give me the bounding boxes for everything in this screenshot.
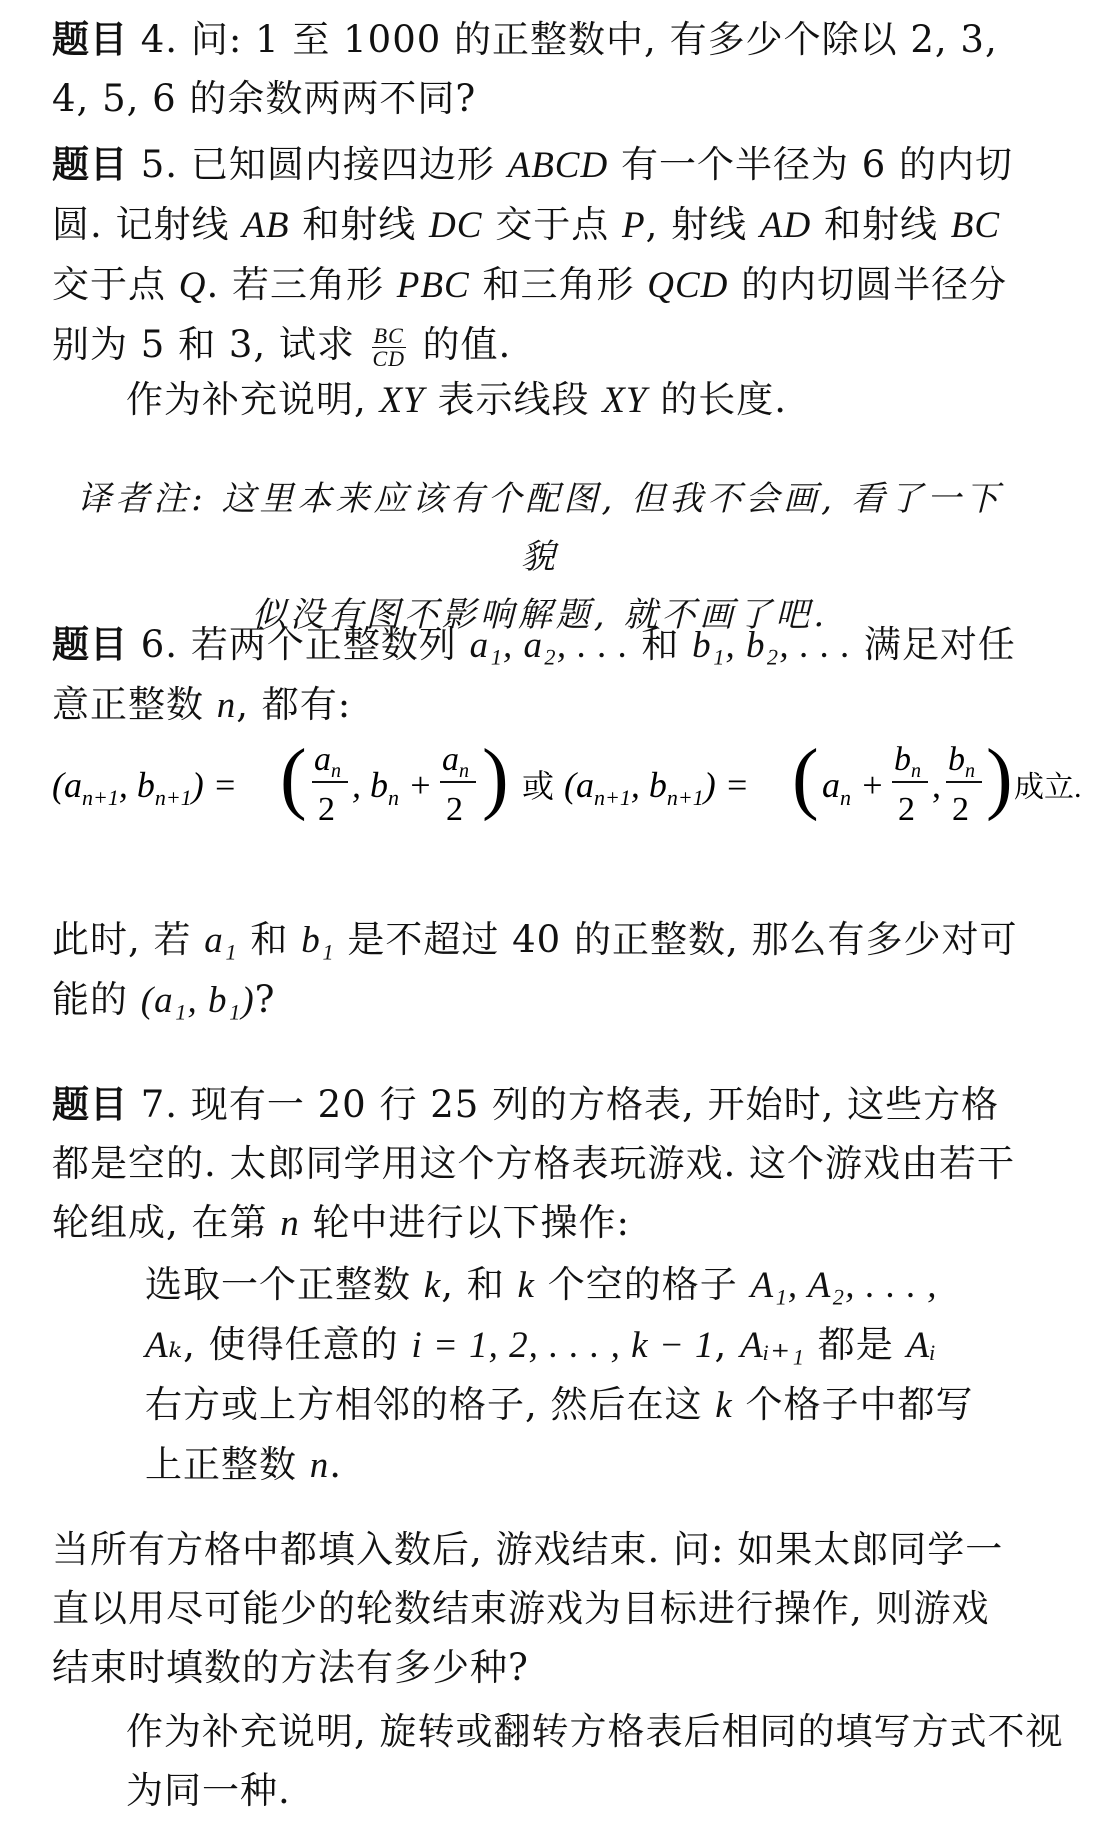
supplement-text: 表示线段 [424, 378, 603, 421]
formula-paren-open: ( [280, 734, 307, 822]
problem-text: . 若三角形 [206, 263, 397, 306]
math-n: n [309, 1445, 330, 1486]
problem-text: 交于点 [482, 203, 622, 246]
math-n: n [280, 1203, 300, 1244]
problem-text: 交于点 [52, 263, 179, 306]
problem-text: 满足对任意正整数 [52, 623, 1016, 726]
formula-paren-open: ( [792, 734, 819, 822]
problem-7-operation [145, 1255, 985, 1495]
math-k: k [423, 1265, 442, 1306]
problem-number: 5. [140, 143, 179, 186]
problem-number: 6. [140, 623, 179, 666]
problem-text: , 射线 [645, 203, 760, 246]
operation-text: , 和 [441, 1263, 518, 1306]
problem-label: 题目 [52, 143, 128, 186]
problem-label: 题目 [52, 623, 128, 666]
problem-text: 和 [628, 623, 693, 666]
problem-7-end [52, 1520, 1027, 1697]
formula-comma: , [932, 765, 941, 805]
formula-frac-den: 2 [898, 791, 915, 828]
operation-text: 选取一个正整数 [145, 1263, 424, 1306]
math-PBC: PBC [396, 265, 470, 306]
formula-lhs-2: ($a_{n+1}$, $b_{n+1}$) = [564, 765, 749, 810]
problem-text: 若两个正整数列 [190, 623, 470, 666]
operation-text: 右方或上方相邻的格子, 然后在这 [145, 1383, 716, 1426]
math-QCD: QCD [647, 265, 729, 306]
fraction-numerator: BC [373, 323, 404, 348]
problem-text: 的值. [409, 323, 512, 366]
problem-5 [52, 135, 1027, 374]
problem-label: 题目 [52, 18, 128, 61]
problem-text: 和射线 [289, 203, 430, 246]
formula-frac-den: 2 [952, 791, 969, 828]
math-cells: A₁, A₂, . . . , Aₖ [145, 1265, 938, 1366]
fraction-bc-cd [372, 325, 406, 370]
problem-number: 7. [140, 1083, 179, 1126]
operation-text: 个格子中都写上正整数 [145, 1383, 974, 1486]
formula-svg [52, 734, 1082, 837]
supplement-text: 作为补充说明, [126, 378, 380, 421]
problem-6 [52, 615, 1027, 735]
problem-label: 题目 [52, 1083, 128, 1126]
math-pair: (a₁, b₁) [140, 980, 255, 1021]
formula-paren-close: ) [482, 734, 509, 822]
math-seq-a: a₁, a₂, . . . [469, 625, 629, 666]
formula-bn: , $b_n$ + [352, 765, 433, 810]
formula-frac-num: $b_n$ [894, 741, 921, 782]
math-k: k [517, 1265, 535, 1306]
recurrence-formula [52, 734, 1082, 832]
math-ABCD: ABCD [507, 145, 609, 186]
operation-text: , [714, 1323, 741, 1366]
math-P: P [621, 205, 646, 246]
problem-text: 问: 1 至 1000 的正整数中, 有多少个除以 2, 3, 4, 5, 6 的余数两两不同? [52, 18, 998, 120]
problem-text: 有一个半径为 6 的内切圆. 记射线 [52, 143, 1014, 246]
problem-text: 和 [237, 918, 302, 961]
math-BC: BC [950, 205, 1001, 246]
fraction-denominator: CD [372, 346, 405, 371]
formula-lhs-1: ($a_{n+1}$, $b_{n+1}$) = [52, 765, 237, 810]
math-AB: AB [242, 205, 290, 246]
formula-frac-den: 2 [318, 791, 335, 828]
problem-text: 当所有方格中都填入数后, 游戏结束. 问: 如果太郎同学一直以用尽可能少的轮数结束游戏为目标进行操作, 则游戏结束时填数的方法有多少种? [52, 1528, 1004, 1689]
problem-text: , 都有: [236, 683, 352, 726]
problem-7 [52, 1075, 1027, 1253]
problem-6-question [52, 910, 1027, 1030]
math-XY: XY [379, 380, 425, 421]
problem-4 [52, 10, 1027, 128]
operation-text: . [329, 1443, 343, 1486]
formula-frac-num: $b_n$ [948, 741, 975, 782]
math-seq-b: b₁, b₂, . . . [692, 625, 852, 666]
formula-frac-num: $a_n$ [314, 741, 341, 782]
math-XY: XY [602, 380, 648, 421]
supplement-text: 的长度. [647, 378, 787, 421]
math-a1: a₁ [204, 920, 238, 961]
math-AD: AD [759, 205, 812, 246]
problem-text: 已知圆内接四边形 [190, 143, 508, 186]
math-i-range: i = 1, 2, . . . , k − 1 [411, 1325, 715, 1366]
math-A-i: Aᵢ [906, 1325, 937, 1366]
operation-text: 都是 [804, 1323, 907, 1366]
problem-text: 和射线 [811, 203, 951, 246]
problem-text: 轮中进行以下操作: [299, 1201, 631, 1244]
formula-frac-den: 2 [446, 791, 463, 828]
formula-or: 或 [522, 768, 555, 804]
formula-frac-num: $a_n$ [442, 741, 469, 782]
math-A-i-plus-1: Aᵢ₊₁ [740, 1325, 805, 1366]
problem-text: ? [254, 978, 276, 1021]
problem-text: 和三角形 [469, 263, 648, 306]
problem-number: 4. [140, 18, 179, 61]
problem-5-supplement [52, 370, 1101, 430]
formula-an: $a_n$ + [822, 765, 885, 810]
math-k: k [715, 1385, 733, 1426]
problem-text: 此时, 若 [52, 918, 205, 961]
formula-holds: 成立. [1014, 771, 1082, 804]
math-n: n [216, 685, 237, 726]
math-Q: Q [178, 265, 207, 306]
translator-note-line-2: 似没有图不影响解题, 就不画了吧. [251, 595, 829, 635]
supplement-text: 作为补充说明, 旋转或翻转方格表后相同的填写方式不视为同一种. [126, 1710, 1064, 1812]
problem-text: 是不超过 40 的正整数, 那么有多少对可能的 [52, 918, 1018, 1021]
problem-text: 的内切圆半径分别为 5 和 3, 试求 [52, 263, 1008, 366]
problem-7-supplement [52, 1702, 1101, 1820]
operation-text: 个空的格子 [534, 1263, 751, 1306]
problem-text: 现有一 20 行 25 列的方格表, 开始时, 这些方格都是空的. 太郎同学用这个方格表玩游戏. 这个游戏由若干轮组成, 在第 [52, 1083, 1016, 1244]
formula-paren-close: ) [986, 734, 1013, 822]
math-DC: DC [429, 205, 483, 246]
operation-text: , 使得任意的 [183, 1323, 412, 1366]
translator-note-line-1: 译者注: 这里本来应该有个配图, 但我不会画, 看了一下貌 [77, 479, 1003, 577]
math-b1: b₁ [301, 920, 335, 961]
